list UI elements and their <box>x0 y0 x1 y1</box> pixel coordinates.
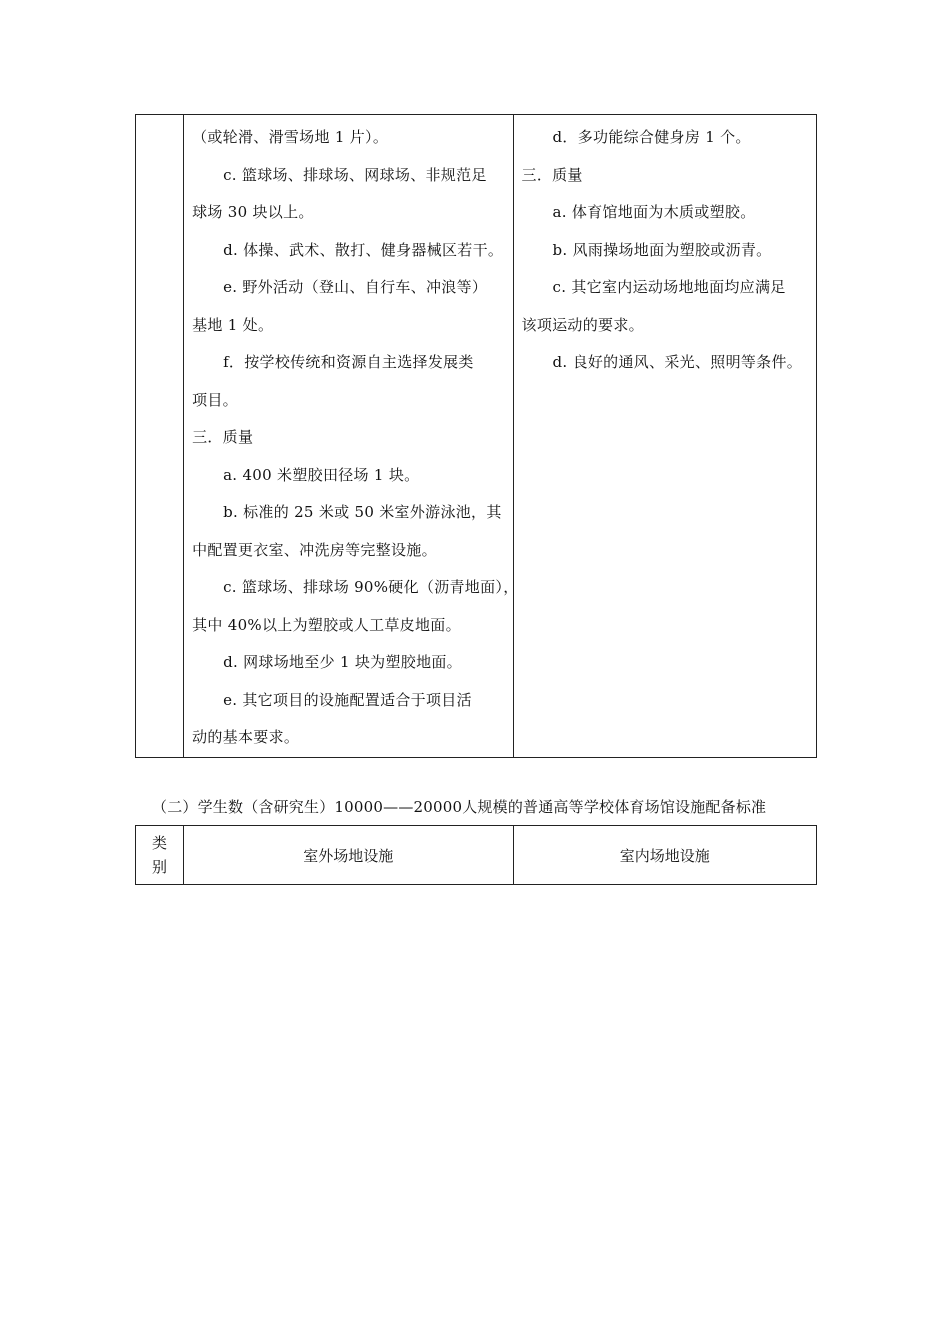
category-header-char: 类 <box>152 834 168 852</box>
text-line: 三．质量 <box>192 428 254 446</box>
text-line: e. 其它项目的设施配置适合于项目活 <box>223 690 472 709</box>
table-row <box>136 115 817 758</box>
text-line: （或轮滑、滑雪场地 1 片）。 <box>192 128 389 146</box>
text-line: c. 篮球场、排球场 90%硬化（沥青地面）， <box>223 578 519 596</box>
text-line: d. 网球场地至少 1 块为塑胶地面。 <box>223 653 462 671</box>
outdoor-facilities-text <box>184 115 519 757</box>
text-line: b. 风雨操场地面为塑胶或沥青。 <box>552 240 772 259</box>
category-header-char: 别 <box>152 858 168 876</box>
facilities-table-header <box>135 825 817 885</box>
text-line: c. 其它室内运动场地地面均应满足 <box>552 278 786 296</box>
text-line: 该项运动的要求。 <box>521 315 644 334</box>
text-line: f．按学校传统和资源自主选择发展类 <box>223 353 474 371</box>
text-line: d. 良好的通风、采光、照明等条件。 <box>552 353 803 371</box>
category-header <box>136 826 184 885</box>
text-line: 球场 30 块以上。 <box>192 203 314 221</box>
text-line: b. 标准的 25 米或 50 米室外游泳池，其 <box>223 503 502 521</box>
table-header-row <box>136 826 817 885</box>
category-cell <box>136 115 184 758</box>
text-line: a. 体育馆地面为木质或塑胶。 <box>552 203 756 221</box>
text-line: a. 400 米塑胶田径场 1 块。 <box>223 465 420 484</box>
text-line: 三．质量 <box>521 165 583 184</box>
indoor-facilities-text <box>514 115 816 382</box>
outdoor-facilities-cell <box>184 115 519 758</box>
indoor-facilities-cell <box>513 115 816 758</box>
outdoor-header: 室外场地设施 <box>184 826 513 885</box>
text-line: 中配置更衣室、冲洗房等完整设施。 <box>192 540 437 559</box>
text-line: c. 篮球场、排球场、网球场、非规范足 <box>223 165 487 184</box>
section-caption: （二）学生数（含研究生）10000——20000人规模的普通高等学校体育场馆设施配备标准 <box>152 798 767 816</box>
text-line: 项目。 <box>192 390 238 409</box>
text-line: 基地 1 处。 <box>192 315 274 334</box>
text-line: 其中 40%以上为塑胶或人工草皮地面。 <box>192 615 461 634</box>
text-line: d. 体操、武术、散打、健身器械区若干。 <box>223 240 504 259</box>
text-line: 动的基本要求。 <box>192 728 300 746</box>
facilities-table-continued <box>135 114 817 758</box>
indoor-header: 室内场地设施 <box>513 826 816 885</box>
text-line: d．多功能综合健身房 1 个。 <box>552 128 751 146</box>
text-line: e. 野外活动（登山、自行车、冲浪等） <box>223 278 488 296</box>
